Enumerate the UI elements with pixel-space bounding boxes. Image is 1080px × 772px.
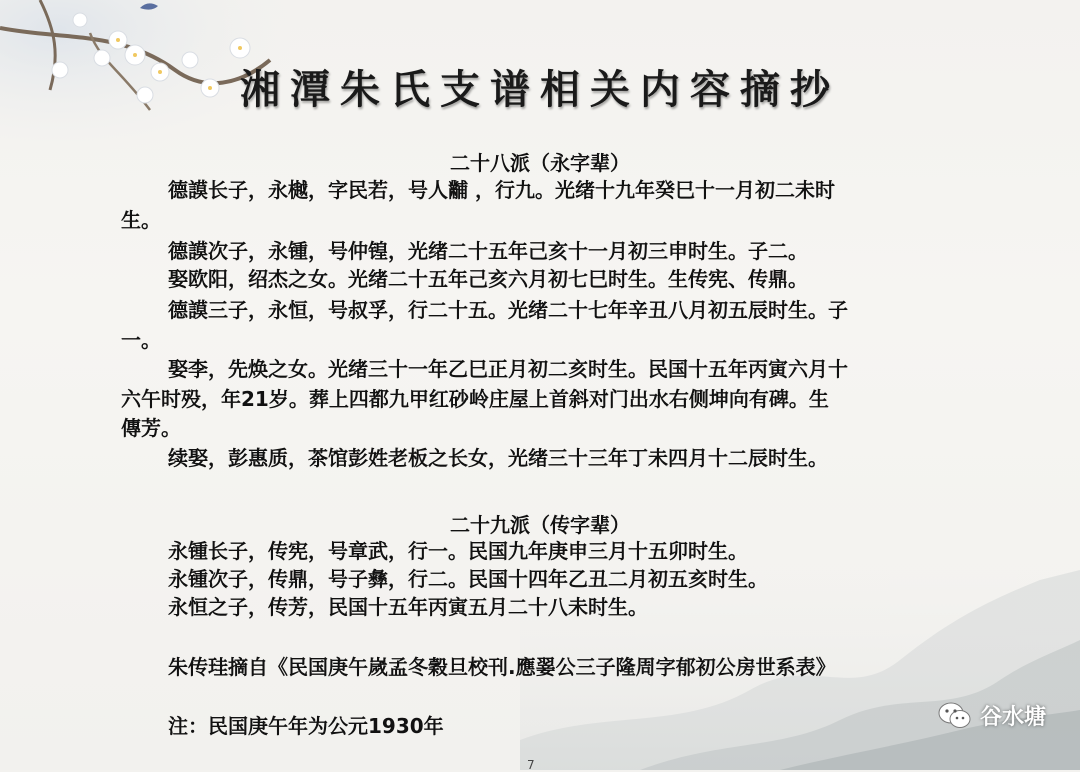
section-heading-28: 二十八派（永字辈） <box>450 151 630 175</box>
entry-line: 六午时殁，年21岁。葬上四都九甲红砂岭庄屋上首斜对门出水右侧坤向有碑。生 <box>121 387 829 411</box>
section-heading-29: 二十九派（传字辈） <box>450 513 630 537</box>
entry-line: 生。 <box>121 208 161 232</box>
entry-line: 德謨长子，永樾，字民若，号人黼 ，行九。光绪十九年癸巳十一月初二未时 <box>168 178 835 202</box>
entry-line: 娶欧阳，绍杰之女。光绪二十五年己亥六月初七巳时生。生传宪、传鼎。 <box>168 267 808 291</box>
source-citation: 朱传珪摘自《民国庚午嵗孟冬穀旦校刊.應翣公三子隆周字郁初公房世系表》 <box>168 655 836 679</box>
wechat-icon <box>938 702 972 730</box>
entry-line: 德謨次子，永锺，号仲锽，光绪二十五年己亥十一月初三申时生。子二。 <box>168 239 808 263</box>
watermark-text: 谷水塘 <box>979 705 1046 730</box>
page-number: 7 <box>527 758 535 772</box>
entry-line: 娶李，先焕之女。光绪三十一年乙巳正月初二亥时生。民国十五年丙寅六月十 <box>168 357 848 381</box>
entry-line: 永锺长子，传宪，号章武，行一。民国九年庚申三月十五卯时生。 <box>168 539 748 563</box>
entry-line: 德謨三子，永恒，号叔孚，行二十五。光绪二十七年辛丑八月初五辰时生。子 <box>168 298 848 322</box>
entry-line: 续娶，彭惠质，茶馆彭姓老板之长女，光绪三十三年丁未四月十二辰时生。 <box>168 446 828 470</box>
entry-line: 傳芳。 <box>121 416 181 440</box>
entry-line: 永恒之子，传芳，民国十五年丙寅五月二十八未时生。 <box>168 595 648 619</box>
page-title: 湘潭朱氏支谱相关内容摘抄 <box>240 67 840 113</box>
entry-line: 一。 <box>121 328 161 352</box>
watermark <box>938 700 1046 731</box>
entry-line: 永锺次子，传鼎，号子彝，行二。民国十四年乙丑二月初五亥时生。 <box>168 567 768 591</box>
footnote: 注：民国庚午年为公元1930年 <box>168 714 444 738</box>
